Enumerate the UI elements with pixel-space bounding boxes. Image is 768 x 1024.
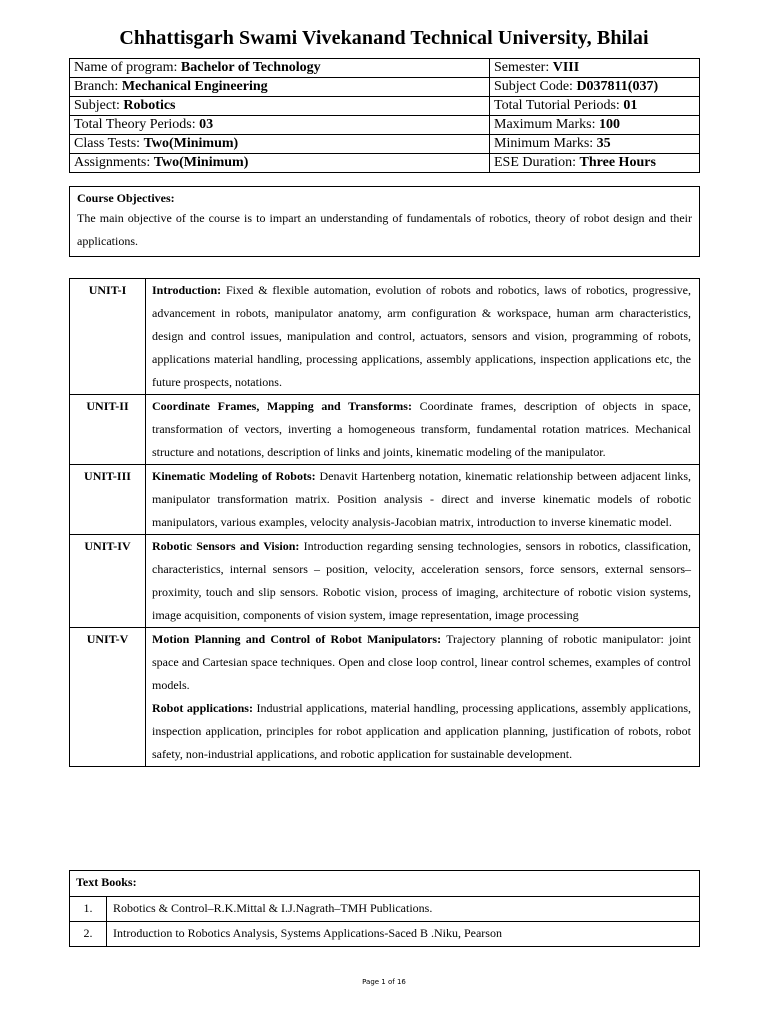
info-row: [70, 116, 700, 135]
book-row: [70, 922, 700, 947]
unit-heading: Kinematic Modeling of Robots:: [152, 469, 316, 483]
maximum-marks-label: Maximum Marks:: [494, 117, 599, 132]
unit-text: Introduction regarding sensing technologies, sensors in robotics, classification, characteristics, internal sensors – position, velocity, acceleration sensors, force sensors, external sensors–proximity, touch and slip sensors. Robotic vision, process of imaging, architecture of robotic vision systems, image acquisition, components of vision system, image representation, image processing: [152, 539, 691, 622]
syllabus-units-table: [69, 278, 700, 767]
unit-paragraph: [152, 628, 691, 697]
book-number: 1.: [70, 897, 107, 922]
info-row: [70, 78, 700, 97]
unit-paragraph: [152, 697, 691, 766]
objectives-heading: Course Objectives:: [77, 191, 175, 205]
class-tests-label: Class Tests:: [74, 136, 144, 151]
unit-row: [70, 628, 700, 767]
ese-duration-value: Three Hours: [579, 155, 656, 170]
tutorial-periods-label: Total Tutorial Periods:: [494, 98, 624, 113]
info-cell: [490, 78, 700, 97]
subject-value: Robotics: [123, 98, 176, 113]
page-title: Chhattisgarh Swami Vivekanand Technical University, Bhilai: [119, 27, 649, 49]
text-books-heading: Text Books:: [70, 871, 700, 897]
unit-heading: Robotic Sensors and Vision:: [152, 539, 300, 553]
unit-text: Trajectory planning of robotic manipulator: joint space and Cartesian space techniques. Open and close loop control, linear control schemes, examples of control models.: [152, 632, 691, 692]
unit-content: [146, 465, 700, 535]
book-title: Robotics & Control–R.K.Mittal & I.J.Nagrath–TMH Publications.: [107, 897, 700, 922]
unit-heading: Coordinate Frames, Mapping and Transforms:: [152, 399, 412, 413]
subject-label: Subject:: [74, 98, 124, 113]
unit-label: UNIT-II: [70, 395, 146, 465]
info-row: [70, 59, 700, 78]
book-row: [70, 897, 700, 922]
info-cell: [70, 97, 490, 116]
info-cell: [490, 97, 700, 116]
minimum-marks-value: 35: [596, 136, 611, 151]
unit-content: [146, 628, 700, 767]
unit-text: Denavit Hartenberg notation, kinematic relationship between adjacent links, manipulator transformation matrix. Position analysis - direct and inverse kinematic models of robotic manipulators, various examples, velocity analysis-Jacobian matrix, introduction to inverse kinematic model.: [152, 469, 691, 529]
program-label: Name of program:: [74, 60, 181, 75]
course-info-table: [69, 58, 700, 173]
unit-row: [70, 279, 700, 395]
semester-label: Semester:: [494, 60, 553, 75]
info-row: [70, 154, 700, 173]
minimum-marks-label: Minimum Marks:: [494, 136, 597, 151]
objectives-text: The main objective of the course is to impart an understanding of fundamentals of robotics, theory of robot design and their applications.: [77, 211, 692, 248]
text-books-table: [69, 870, 700, 947]
info-cell: [490, 59, 700, 78]
info-cell: [490, 154, 700, 173]
subject-code-label: Subject Code:: [494, 79, 577, 94]
subject-code-value: D037811(037): [576, 79, 659, 94]
unit-content: [146, 279, 700, 395]
unit-label: UNIT-IV: [70, 535, 146, 628]
unit-content: [146, 395, 700, 465]
unit-heading: Motion Planning and Control of Robot Manipulators:: [152, 632, 442, 646]
maximum-marks-value: 100: [599, 117, 620, 132]
unit-text: Fixed & flexible automation, evolution of robots and robotics, laws of robotics, progressive, advancement in robots, manipulator anatomy, arm configuration & workspace, human arm characteristics, design and control issues, manipulation and control, actuators, sensors and vision, programming of robots, applications material handling, processing applications, assembly applications, inspection applications etc, the future prospects, notations.: [152, 283, 691, 389]
semester-value: VIII: [552, 60, 580, 75]
info-cell: [70, 116, 490, 135]
branch-label: Branch:: [74, 79, 122, 94]
info-cell: [70, 59, 490, 78]
info-cell: [70, 135, 490, 154]
unit-text: Industrial applications, material handling, processing applications, assembly applications, inspection application, principles for robot application and application planning, justification of robots, robot safety, non-industrial applications, and robotic application for sustainable development.: [152, 701, 691, 761]
info-cell: [70, 154, 490, 173]
theory-periods-value: 03: [199, 117, 214, 132]
ese-duration-label: ESE Duration:: [494, 155, 580, 170]
unit-label: UNIT-III: [70, 465, 146, 535]
book-number: 2.: [70, 922, 107, 947]
unit-row: [70, 465, 700, 535]
unit-row: [70, 395, 700, 465]
unit-content: [146, 535, 700, 628]
unit-heading: Introduction:: [152, 283, 222, 297]
program-value: Bachelor of Technology: [180, 60, 321, 75]
assignments-label: Assignments:: [74, 155, 154, 170]
unit-label: UNIT-I: [70, 279, 146, 395]
branch-value: Mechanical Engineering: [121, 79, 268, 94]
info-cell: [490, 135, 700, 154]
info-row: [70, 97, 700, 116]
course-objectives-box: [69, 186, 700, 257]
info-row: [70, 135, 700, 154]
info-cell: [490, 116, 700, 135]
unit-label: UNIT-V: [70, 628, 146, 767]
theory-periods-label: Total Theory Periods:: [74, 117, 200, 132]
assignments-value: Two(Minimum): [153, 155, 249, 170]
info-cell: [70, 78, 490, 97]
tutorial-periods-value: 01: [623, 98, 638, 113]
class-tests-value: Two(Minimum): [143, 136, 239, 151]
page-number: Page 1 of 16: [362, 978, 406, 986]
unit-text: Coordinate frames, description of objects in space, transformation of vectors, inverting a homogeneous transform, fundamental rotation matrices. Mechanical structure and notations, description of links and joints, kinematic modeling of the manipulator.: [152, 399, 691, 459]
book-title: Introduction to Robotics Analysis, Systems Applications-Saced B .Niku, Pearson: [107, 922, 700, 947]
unit-row: [70, 535, 700, 628]
text-books-header-row: [70, 871, 700, 897]
unit-subheading: Robot applications:: [152, 701, 253, 715]
